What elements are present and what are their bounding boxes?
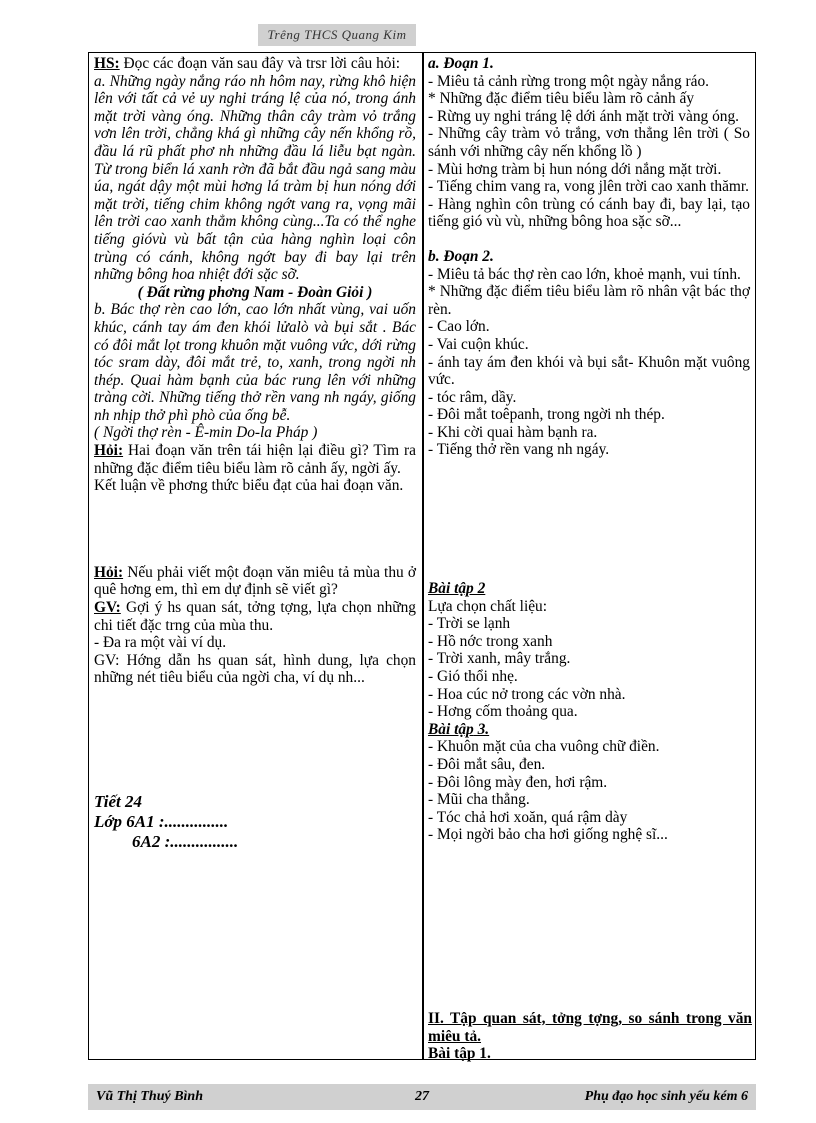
list-item: - Tiếng thở rền vang nh ngáy. <box>428 441 610 459</box>
list-item: - ánh tay ám đen khói và bụi sắt- Khuôn mặt vuông vức. <box>428 353 750 389</box>
list-item: * Những đặc điểm tiêu biểu làm rõ nhân vật bác thợ rèn. <box>428 283 750 318</box>
source-a: ( Đất rừng phơng Nam - Đoàn Giỏi ) <box>137 283 373 301</box>
section-2-title: II. Tập quan sát, tởng tợng, so sánh trong văn miêu tả. <box>428 1010 752 1045</box>
list-item: - Trời xanh, mây trắng. <box>428 650 571 668</box>
question-1-label: Hỏi: <box>94 442 124 460</box>
list-item: - Hơng cốm thoảng qua. <box>428 703 578 721</box>
footer-course: Phụ đạo học sinh yếu kém 6 <box>584 1089 748 1104</box>
question-2-label: Hỏi: <box>94 563 124 581</box>
list-item: - Hoa cúc nở trong các vờn nhà. <box>428 685 626 703</box>
passage-a: a. Những ngày nắng ráo nh hôm nay, rừng khô hiện lên với tất cả vẻ uy nghi tráng lệ của nó, trong ánh mặt trời vàng óng. Những thân cây tràm vỏ trắng vơn lên trời, chẳng khá gì những cây nến khổng rồ, đầu lá rũ phất phơ nh những đầu lá liễu bạt ngàn. Từ trong biển lá xanh rờn đã bắt đầu ngả sang màu úa, ngát dậy một mùi hơng lá tràm bị hun nóng dới mặt trời, tiếng chim không ngớt vang ra, vọng mãi lên trời cao xanh thẳm không cùng...Ta có thể nghe tiếng gióvù vù bất tận của hàng nghìn loại côn trùng có cánh, không ngớt bay đi bay lại trên những bông hoa nhiệt đới sặc sỡ. <box>94 72 416 284</box>
list-item: - Hồ nớc trong xanh <box>428 632 553 650</box>
exercise-3-label: Bài tập <box>428 720 474 738</box>
teacher-hint-1-text: Gợi ý hs quan sát, tởng tợng, lựa chọn những chi tiết đặc trng của mùa thu. <box>94 599 416 634</box>
list-item: - tóc râm, dầy. <box>428 388 517 406</box>
hs-instruction <box>94 55 416 73</box>
teacher-hint-1b: - Đa ra một vài ví dụ. <box>94 634 227 652</box>
list-item: - Mọi ngời bảo cha hơi giống nghệ sĩ... <box>428 826 668 844</box>
exercise-3-list <box>428 738 750 844</box>
left-column <box>94 55 416 852</box>
exercise-2-title: Bài tập 2 <box>428 580 486 598</box>
question-2-text: Nếu phải viết một đoạn văn miêu tả mùa thu ở quê hơng em, thì em dự định sẽ viết gì? <box>94 563 416 599</box>
paragraph-2-title: b. Đoạn 2. <box>428 247 494 265</box>
page-footer <box>88 1084 756 1110</box>
list-item: - Trời se lạnh <box>428 615 511 633</box>
list-item: - Đôi mắt sâu, đen. <box>428 756 546 773</box>
teacher-label: GV: <box>94 599 121 617</box>
list-item: - Cao lớn. <box>428 318 490 336</box>
class-6a2: 6A2 :................ <box>132 832 239 851</box>
question-1-text: Hai đoạn văn trên tái hiện lại điều gì? Tìm ra những đặc điểm tiêu biểu làm rõ cảnh ấy, ngời ấy. <box>94 442 416 477</box>
teacher-hint-2: GV: Hớng dẫn hs quan sát, hình dung, lựa chọn những nét tiêu biểu của ngời cha, ví dụ nh... <box>94 651 416 687</box>
list-item: - Tiếng chim vang ra, vong jlên trời cao xanh thămr. <box>428 178 750 196</box>
hs-text: Đọc các đoạn văn sau đây và trsr lời câu hỏi: <box>119 55 401 72</box>
paragraph-1-title: a. Đoạn 1. <box>428 55 494 72</box>
footer-author: Vũ Thị Thuý Bình <box>96 1089 203 1104</box>
list-item: - Khi cời quai hàm bạnh ra. <box>428 423 598 441</box>
question-2 <box>94 564 416 599</box>
list-item: - Tóc chả hơi xoăn, quá rậm dày <box>428 808 628 826</box>
list-item: - Rừng uy nghi tráng lệ dới ánh mặt trời vàng óng. <box>428 107 740 125</box>
list-item: - Đôi mắt toêpanh, trong ngời nh thép. <box>428 406 665 424</box>
paragraph-1-analysis <box>428 73 750 231</box>
exercise-2-list <box>428 598 750 721</box>
list-item: - Gió thổi nhẹ. <box>428 668 518 686</box>
passage-b: b. Bác thợ rèn cao lớn, cao lớn nhất vùng, vai uốn khúc, cánh tay ám đen khói lửalò và bụi sắt . Bác có đôi mắt lọt trong khuôn mặt vuông vức, dới rừng tóc sram dày, đôi mắt trẻ, to, xanh, trong ngời nh thép. Quai hàm bạnh của bác rung lên với những tràng cời. Những tiếng thở rền vang nh ngáy, giống nh nhịp thở phì phò của ống bễ. <box>94 301 416 424</box>
exercise-3-number: 3. <box>473 720 490 738</box>
lesson-number: Tiết 24 <box>94 792 142 811</box>
list-item: - Khuôn mặt của cha vuông chữ điền. <box>428 738 660 756</box>
list-item: * Những đặc điểm tiêu biểu làm rõ cảnh ấy <box>428 90 695 108</box>
question-1 <box>94 442 416 477</box>
list-item: - Miêu tả cảnh rừng trong một ngày nắng ráo. <box>428 72 710 90</box>
footer-page-number: 27 <box>415 1089 429 1104</box>
hs-label: HS: <box>94 55 120 72</box>
list-item: - Vai cuộn khúc. <box>428 335 529 353</box>
list-item: - Những cây tràm vỏ trắng, vơn thẳng lên trời ( So sánh với những cây nến khổng lồ ) <box>428 125 750 160</box>
conclusion-prompt: Kết luận về phơng thức biểu đạt của hai đoạn văn. <box>94 477 404 495</box>
list-item: Lựa chọn chất liệu: <box>428 597 548 615</box>
list-item: - Miêu tả bác thợ rèn cao lớn, khoẻ mạnh, vui tính. <box>428 265 741 283</box>
page-header: Trêng THCS Quang Kim <box>258 24 416 46</box>
list-item: - Đôi lông mày đen, hơi rậm. <box>428 773 608 791</box>
list-item: - Mùi hơng tràm bị hun nóng dới nắng mặt trời. <box>428 160 722 178</box>
teacher-hint-1 <box>94 599 416 634</box>
exercise-1-title: Bài tập 1. <box>428 1045 491 1063</box>
list-item: - Mũi cha thẳng. <box>428 791 530 809</box>
column-divider <box>422 52 424 1060</box>
class-6a1: Lớp 6A1 :............... <box>94 812 229 831</box>
source-b: ( Ngời thợ rèn - Ê-min Do-la Pháp ) <box>94 424 318 442</box>
paragraph-2-analysis <box>428 266 750 460</box>
exercise-3-title <box>428 721 750 739</box>
section-2 <box>428 1010 752 1063</box>
right-column <box>428 55 750 844</box>
list-item: - Hàng nghìn côn trùng có cánh bay đi, bay lại, tạo tiếng gió vù vù, những bông hoa sặc sỡ... <box>428 195 750 231</box>
